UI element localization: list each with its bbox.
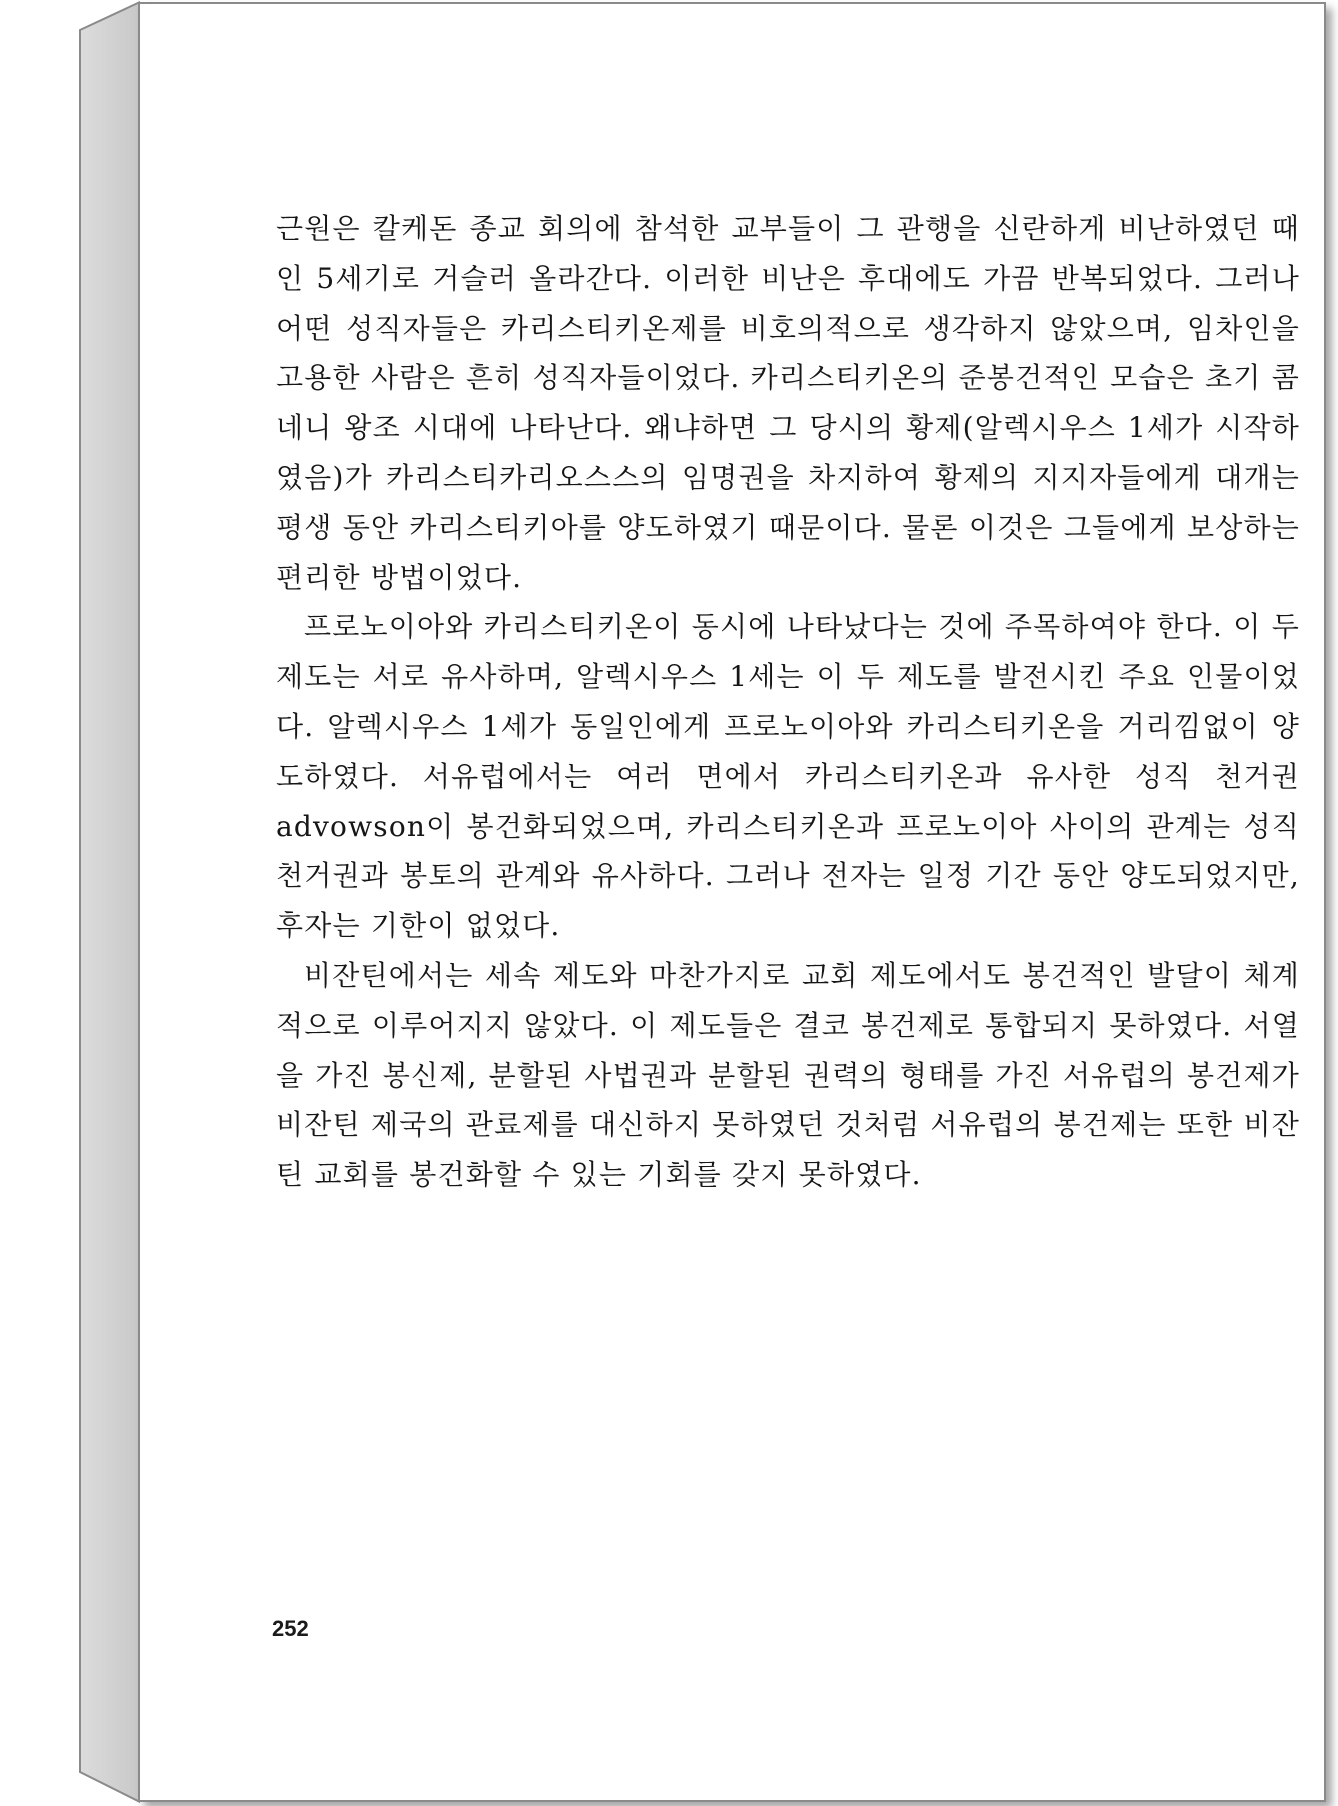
book-spine (0, 0, 140, 1806)
paragraph-3: 비잔틴에서는 세속 제도와 마찬가지로 교회 제도에서도 봉건적인 발달이 체계적으로 이루어지지 않았다. 이 제도들은 결코 봉건제로 통합되지 못하였다. 서열을 가진 봉신제, 분할된 사법권과 분할된 권력의 형태를 가진 서유럽의 봉건제가 비잔틴 제국의 관료제를 대신하지 못하였던 것처럼 서유럽의 봉건제는 또한 비잔틴 교회를 봉건화할 수 있는 기회를 갖지 못하였다. (276, 958, 1300, 1192)
book-page (138, 2, 1326, 1802)
body-text (276, 204, 1300, 1200)
paragraph-2: 프로노이아와 카리스티키온이 동시에 나타났다는 것에 주목하여야 한다. 이 두 제도는 서로 유사하며, 알렉시우스 1세는 이 두 제도를 발전시킨 주요 인물이었다. 알렉시우스 1세가 동일인에게 프로노이아와 카리스티키온을 거리낌없이 양도하였다. 서유럽에서는 여러 면에서 카리스티키온과 유사한 성직 천거권 advowson이 봉건화되었으며, 카리스티키온과 프로노이아 사이의 관계는 성직 천거권과 봉토의 관계와 유사하다. 그러나 전자는 일정 기간 동안 양도되었지만, 후자는 기한이 없었다. (276, 610, 1300, 943)
page-number: 252 (272, 1616, 309, 1641)
paragraph-1: 근원은 칼케돈 종교 회의에 참석한 교부들이 그 관행을 신란하게 비난하였던 때인 5세기로 거슬러 올라간다. 이러한 비난은 후대에도 가끔 반복되었다. 그러나 어떤 성직자들은 카리스티키온제를 비호의적으로 생각하지 않았으며, 임차인을 고용한 사람은 흔히 성직자들이었다. 카리스티키온의 준봉건적인 모습은 초기 콤네니 왕조 시대에 나타난다. 왜냐하면 그 당시의 황제(알렉시우스 1세가 시작하였음)가 카리스티카리오스스의 임명권을 차지하여 황제의 지지자들에게 대개는 평생 동안 카리스티키아를 양도하였기 때문이다. 물론 이것은 그들에게 보상하는 편리한 방법이었다. (276, 212, 1300, 594)
